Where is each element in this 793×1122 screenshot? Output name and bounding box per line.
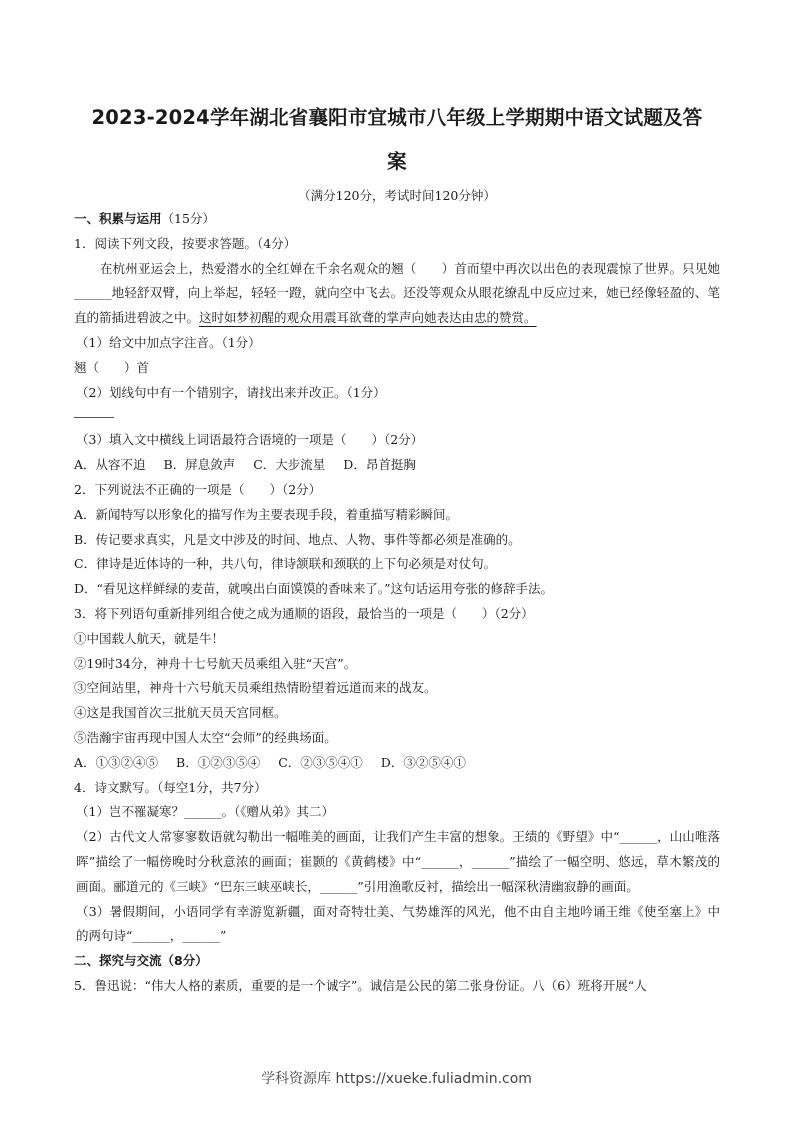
q4-sub1: （1）岂不罹凝寒？______。（《赠从弟》其二）	[76, 804, 334, 820]
q1-stem: 1．阅读下列文段，按要求答题。（4分）	[74, 235, 297, 251]
option-c: C．②③⑤④①	[278, 754, 363, 770]
q3-item-1: ①中国载人航天，就是牛！	[74, 630, 225, 646]
q2-option-a: A．新闻特写以形象化的描写作为主要表现手段，着重描写精彩瞬间。	[74, 506, 459, 522]
q4-sub3: （3）暑假期间，小语同学有幸游览新疆，面对奇特壮美、气势雄浑的风光，他不由自主地吟诵王维《使至塞上》中的两句诗“______，______”	[76, 903, 720, 944]
q1-passage-text: 在杭州亚运会上，热爱潜水的全红婵在千余名观众的翘（ ）首而望中再次以出色的表现震惊了世界。只见她______地轻舒双臂，向上举起，轻轻一蹬，就向空中飞去。还没等观众从眼花缭乱中反应过来，她已经像轻盈的、笔直的箭插进碧波之中。	[74, 260, 720, 326]
q3-item-4: ④这是我国首次三批航天员天宫同框。	[74, 705, 287, 721]
exam-title	[74, 96, 720, 184]
q1-passage	[74, 257, 720, 331]
q1-underlined-sentence: 这时如梦初醒的观众用震耳欲聋的掌声向她表达由忠的赞赏。	[199, 310, 537, 326]
option-c: C．大步流星	[253, 457, 326, 473]
q3-item-5: ⑤浩瀚宇宙再现中国人太空“会师”的经典场面。	[74, 729, 337, 745]
q5-stem: 5．鲁迅说：“伟大人格的素质，重要的是一个诚字”。诚信是公民的第二张身份证。八（6）班将开展“人	[74, 977, 647, 993]
option-a: A．从容不迫	[74, 457, 146, 473]
title-line-2: 案	[387, 150, 407, 173]
exam-subtitle: （满分120分，考试时间120分钟）	[298, 188, 496, 203]
q1-sub3: （3）填入文中横线上词语最符合语境的一项是（ ）（2分）	[76, 432, 424, 448]
q1-options	[74, 453, 720, 478]
option-d: D．昂首挺胸	[343, 457, 416, 473]
section-2-heading: 二、探究与交流（8分）	[74, 953, 208, 969]
exam-page	[74, 96, 720, 999]
q4-stem: 4．诗文默写。（每空1分，共7分）	[74, 779, 267, 795]
q4-sub2: （2）古代文人常寥寥数语就勾勒出一幅唯美的画面，让我们产生丰富的想象。王绩的《野望》中“______，山山唯落晖”描绘了一幅傍晚时分秋意浓的画面；崔颢的《黄鹤楼》中“______，______”描绘了一幅空明、悠远，草木繁茂的画面。郦道元的《三峡》“巴东三峡巫峡长，______”引用渔歌反衬，描绘出一幅深秋清幽寂静的画面。	[76, 829, 720, 894]
q3-stem: 3．将下列语句重新排列组合使之成为通顺的语段，最恰当的一项是（ ）（2分）	[74, 605, 534, 621]
q1-sub1-answer: 翘（ ）首	[74, 359, 150, 375]
q2-option-c: C．律诗是近体诗的一种，共八句，律诗颔联和颈联的上下句必须是对仗句。	[74, 556, 497, 572]
q3-options	[74, 751, 720, 776]
option-a: A．①③②④⑤	[74, 754, 159, 770]
q3-item-2: ②19时34分，神舟十七号航天员乘组入驻“天宫”。	[74, 655, 357, 671]
q2-option-b: B．传记要求真实，凡是文中涉及的时间、地点、人物、事件等都必须是准确的。	[74, 531, 521, 547]
q2-stem: 2．下列说法不正确的一项是（ ）（2分）	[74, 481, 322, 497]
option-d: D．③②⑤④①	[380, 754, 466, 770]
q1-sub2: （2）划线句中有一个错别字，请找出来并改正。（1分）	[76, 384, 386, 400]
title-line-1: 2023-2024学年湖北省襄阳市宜城市八年级上学期期中语文试题及答	[91, 106, 703, 129]
q3-item-3: ③空间站里，神舟十六号航天员乘组热情盼望着远道而来的战友。	[74, 680, 437, 696]
option-b: B．①②③⑤④	[176, 754, 261, 770]
q1-sub1: （1）给文中加点字注音。（1分）	[76, 334, 261, 350]
footer-watermark: 学科资源库 https://xueke.fuliadmin.com	[261, 1071, 532, 1087]
q2-option-d: D．“看见这样鲜绿的麦苗，就嗅出白面馍馍的香味来了。”这句话运用夸张的修辞手法。	[74, 581, 554, 597]
option-b: B．屏息敛声	[163, 457, 236, 473]
answer-blank-line	[74, 405, 114, 418]
section-1-heading: 一、积累与运用（15分）	[74, 211, 215, 226]
